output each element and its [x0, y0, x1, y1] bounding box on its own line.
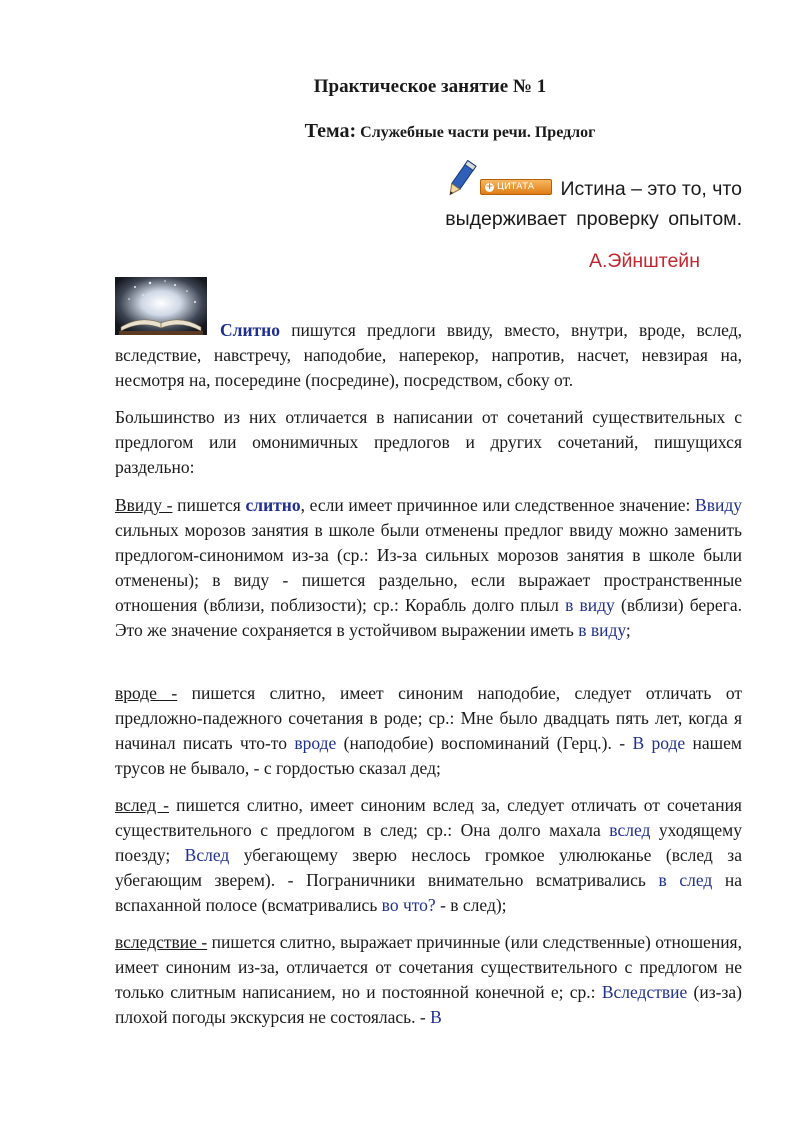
example-word: во что? [381, 895, 436, 915]
paragraph-vrode [115, 681, 742, 781]
paragraph-text: (наподобие) воспоминаний (Герц.). - [336, 733, 633, 753]
paragraph-text: пишется слитно, имеет синоним вслед за, следует отличать от сочетания существительного с предлогом в след; ср.: Она долго махала [115, 795, 742, 840]
paragraph-text: пишутся предлоги ввиду, вместо, внутри, вроде, вслед, вследствие, навстречу, наподобие, наперекор, напротив, насчет, невзирая на, несмотря на, посередине (посредине), посредством, сбоку от. [115, 320, 742, 390]
example-word: В роде [632, 733, 686, 753]
pencil-icon [443, 158, 479, 200]
paragraph-text: убегающему зверю неслось громкое улюлюканье (вслед за убегающим зверем). - Пограничники внимательно всматривались [115, 845, 742, 890]
paragraph-text: ; [625, 620, 631, 640]
quote-text-line1: Истина – это то, что [560, 178, 742, 200]
paragraph-text: на вспаханной полосе (всматривались [115, 870, 742, 915]
paragraph-text: - в след); [435, 895, 507, 915]
topic-heading [0, 120, 800, 143]
term-slitno-emphasis: слитно [245, 495, 301, 515]
page-title: Практическое занятие № 1 [313, 76, 547, 97]
example-word: в виду [565, 595, 615, 615]
paragraph-text: пишется слитно, выражает причинные (или следственные) отношения, имеет синоним из-за, отличается от сочетания существительного с предлогом не только слитным написанием, но и постоянной конечной е; ср.: [115, 932, 742, 1002]
paragraph-note [115, 405, 742, 480]
topic-label: Тема: [304, 120, 357, 142]
term-vvidu: Ввиду - [115, 495, 173, 515]
paragraph-text: уходящему поезду; [115, 820, 742, 865]
example-word: Вследствие [601, 982, 688, 1002]
quote-text-line2: выдерживает проверку опытом. [445, 208, 742, 230]
paragraph-text: , если имеет причинное или следственное значение: [300, 495, 696, 515]
paragraph-text: Большинство из них отличается в написании от сочетаний существительных с предлогом или омонимичных предлогов и других сочетаний, пишущихся раздельно: [115, 407, 742, 477]
paragraph-vsled [115, 793, 742, 918]
term-vsledstvie: вследствие - [115, 932, 208, 952]
plus-icon: + [485, 181, 494, 192]
topic-text: Служебные части речи. Предлог [360, 124, 596, 141]
quote-author: А.Эйнштейн [589, 250, 700, 272]
paragraph-text: (из-за) плохой погоды экскурсия не состоялась. - [115, 982, 742, 1027]
paragraph-text: сильных морозов занятия в школе были отменены предлог ввиду можно заменить предлогом-синонимом из-за (ср.: Из-за сильных морозов занятия в школе были отменены); в виду - пишется раздельно, если выражает пространственные отношения (вблизи, поблизости); ср.: Корабль долго плыл [115, 520, 742, 615]
quote-button[interactable] [480, 179, 552, 195]
term-vrode: вроде - [115, 683, 178, 703]
example-word: вроде [294, 733, 337, 753]
quote-button-label: ЦИТАТА [497, 182, 535, 192]
example-word: Вслед [184, 845, 230, 865]
term-slitno: Слитно [220, 320, 280, 340]
paragraph-text: пишется [172, 495, 246, 515]
paragraph-text: пишется слитно, имеет синоним наподобие, следует отличать от предложно-падежного сочетания в роде; ср.: Мне было двадцать пять лет, когда я начинал писать что-то [115, 683, 742, 753]
example-word: в виду [578, 620, 626, 640]
paragraph-vsledstvie [115, 930, 742, 1030]
term-vsled: вслед - [115, 795, 170, 815]
paragraph-text: (вблизи) берега. Это же значение сохраняется в устойчивом выражении иметь [115, 595, 742, 640]
example-word: вслед [609, 820, 651, 840]
example-word: в след [658, 870, 713, 890]
example-word: В [430, 1007, 442, 1027]
paragraph-intro [115, 318, 742, 393]
paragraph-text: нашем трусов не бывало, - с гордостью сказал дед; [115, 733, 742, 778]
paragraph-vvidu [115, 493, 742, 643]
example-word: Ввиду [695, 495, 742, 515]
